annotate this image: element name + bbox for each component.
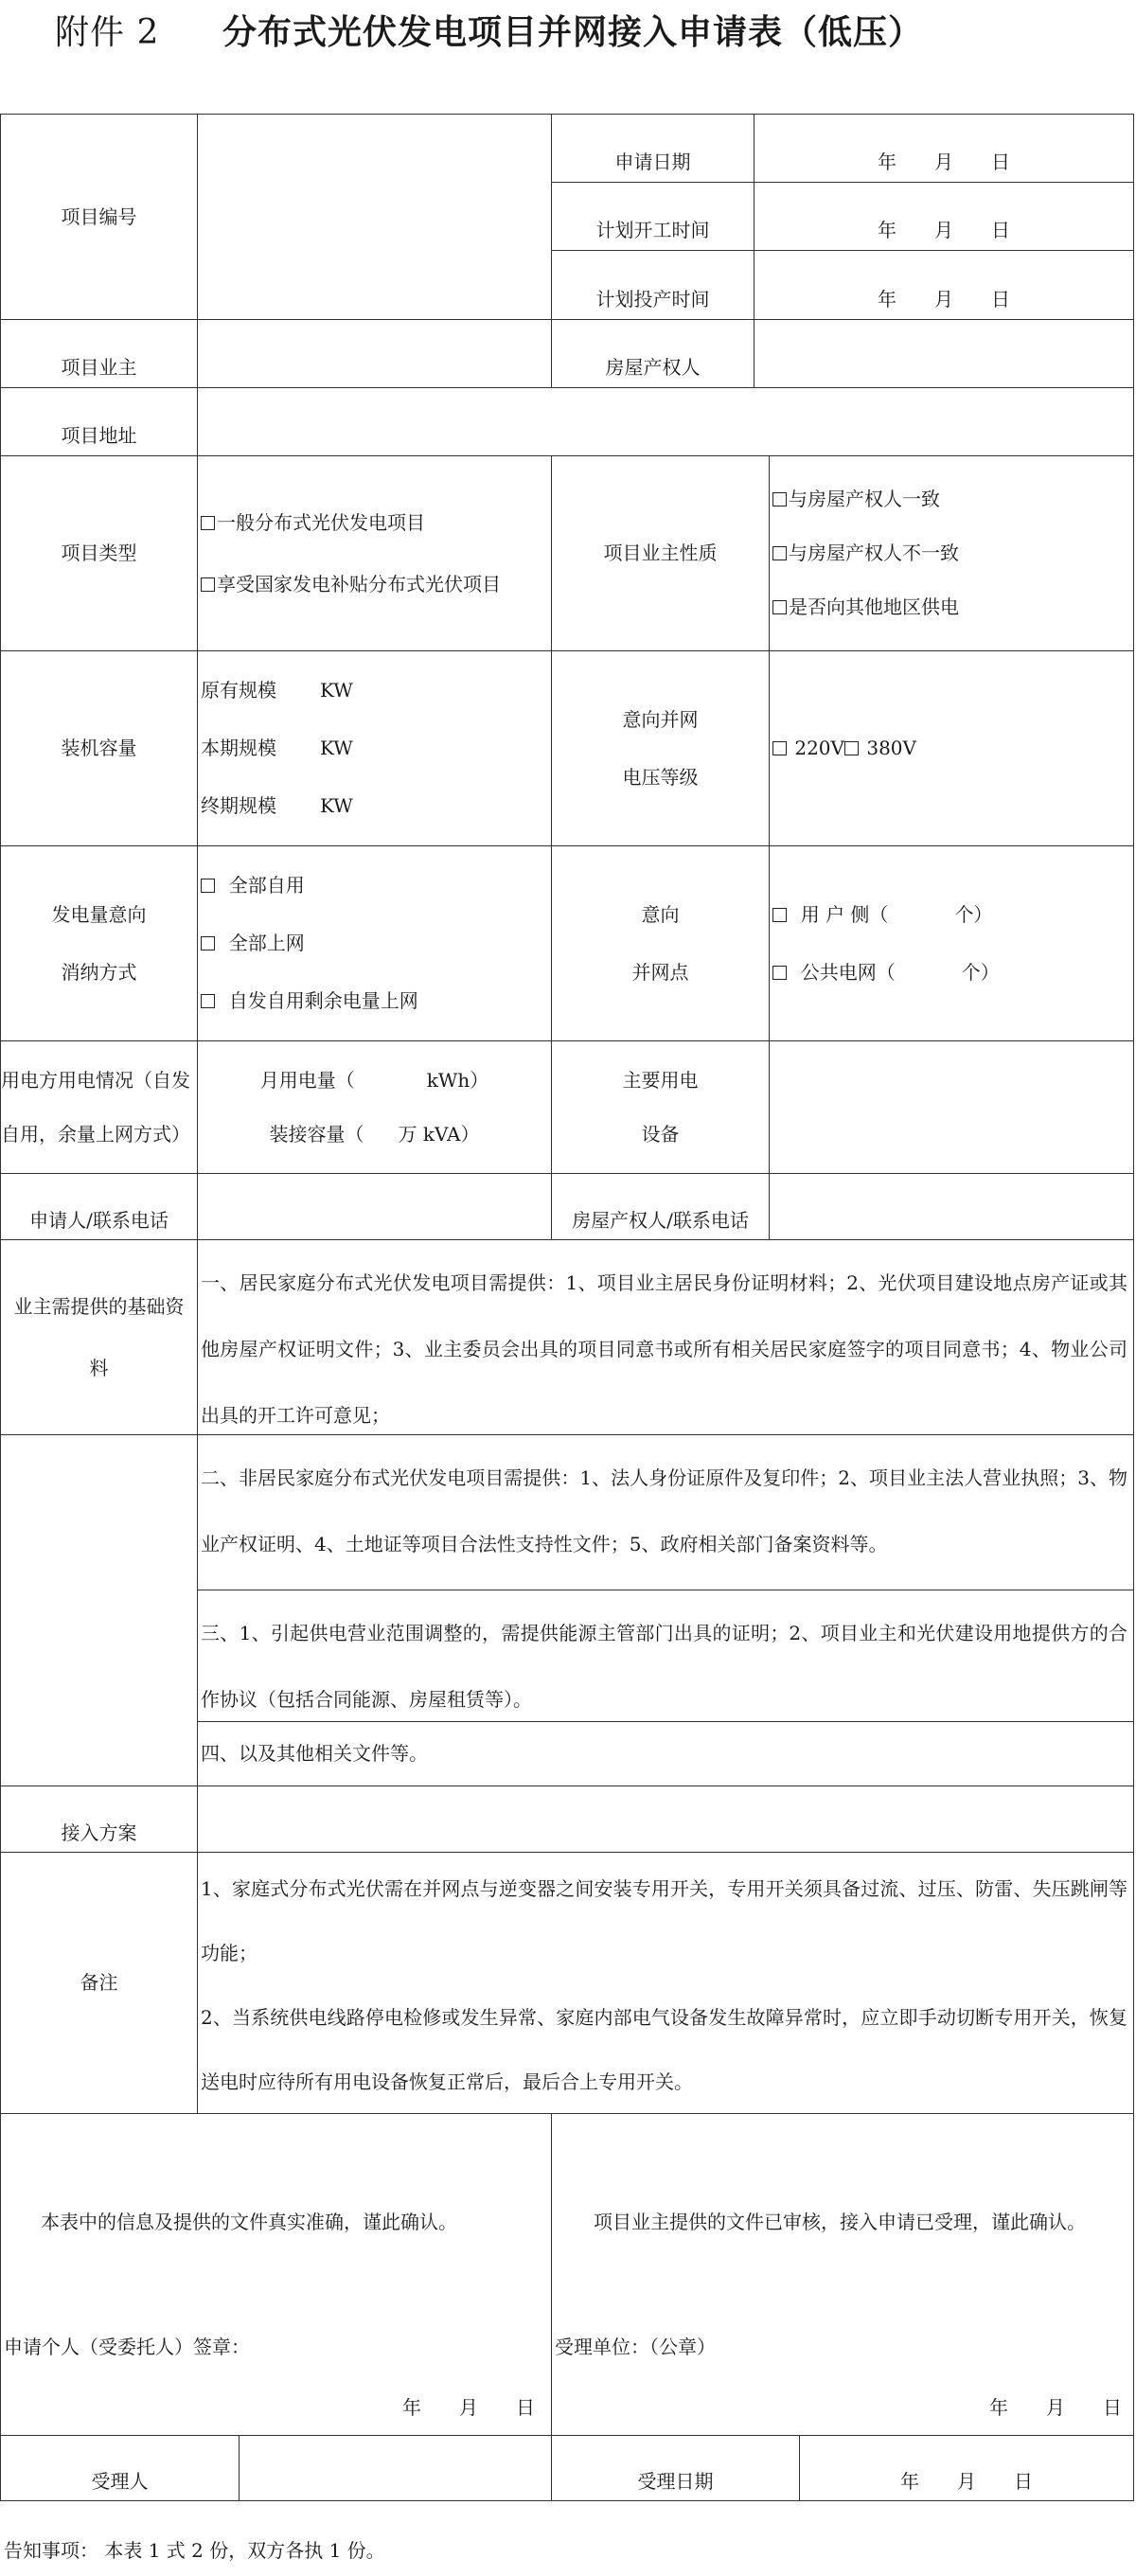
project-type-option-subsidy[interactable]: 享受国家发电补贴分布式光伏项目 <box>201 571 501 598</box>
applicant-confirm-text: 本表中的信息及提供的文件真实准确，谨此确认。 <box>41 2211 457 2233</box>
capacity-final[interactable]: 终期规模 KW <box>201 794 353 817</box>
capacity-existing[interactable]: 原有规模 KW <box>201 679 353 702</box>
label-project-no: 项目编号 <box>0 114 197 319</box>
owner-nature-option-different[interactable]: 与房屋产权人不一致 <box>772 540 959 567</box>
receiver-confirm-text: 项目业主提供的文件已审核，接入申请已受理，谨此确认。 <box>594 2211 1086 2233</box>
label-owner: 项目业主 <box>0 319 197 387</box>
field-apply-date[interactable]: 年 月 日 <box>754 114 1133 182</box>
field-applicant[interactable] <box>197 1173 551 1239</box>
voltage-option-380[interactable]: 380V <box>844 735 916 762</box>
label-usage: 用电方用电情况（自发 自用，余量上网方式） <box>0 1040 197 1173</box>
project-type-option-general[interactable]: 一般分布式光伏发电项目 <box>201 509 425 537</box>
grid-point-user-side[interactable]: 用 户 侧（ 个） <box>772 901 992 929</box>
label-consumption: 发电量意向 消纳方式 <box>0 845 197 1040</box>
capacity-items <box>197 650 551 845</box>
field-owner[interactable] <box>197 319 551 387</box>
grid-point-public[interactable]: 公共电网（ 个） <box>772 959 1000 986</box>
checkbox-icon[interactable] <box>772 546 787 560</box>
field-plan-operation[interactable]: 年 月 日 <box>754 250 1133 319</box>
label-address: 项目地址 <box>0 387 197 455</box>
checkbox-icon[interactable] <box>844 741 859 755</box>
remarks-content: 1、家庭式分布式光伏需在并网点与逆变器之间安装专用开关，专用开关须具备过流、过压、防雷、失压跳闸等功能； 2、当系统供电线路停电检修或发生异常、家庭内部电气设备发生故障异常时，应立即手动切断专用开关，恢复送电时应待所有用电设备恢复正常后，最后合上专用开关。 <box>197 1852 1133 2113</box>
field-house-owner[interactable] <box>754 319 1133 387</box>
field-plan-start[interactable]: 年 月 日 <box>754 182 1133 250</box>
footnote: 告知事项： 本表 1 式 2 份，双方各执 1 份。 <box>4 2539 385 2562</box>
owner-nature-options <box>769 455 1133 650</box>
materials-other: 四、以及其他相关文件等。 <box>197 1721 1133 1785</box>
field-access-plan[interactable] <box>197 1785 1133 1852</box>
installed-capacity[interactable]: 装接容量（ 万 kVA） <box>269 1122 480 1146</box>
label-remarks: 备注 <box>0 1852 197 2113</box>
materials-label-blank <box>0 1434 197 1785</box>
field-receive-date[interactable]: 年 月 日 <box>799 2435 1133 2500</box>
owner-nature-option-same[interactable]: 与房屋产权人一致 <box>772 486 940 513</box>
label-house-owner-phone: 房屋产权人/联系电话 <box>551 1173 769 1239</box>
label-project-type: 项目类型 <box>0 455 197 650</box>
receiver-seal[interactable]: 受理单位：（公章） <box>555 2336 716 2358</box>
table-border-right <box>1133 114 1134 2501</box>
applicant-confirmation <box>0 2113 551 2435</box>
label-main-equipment: 主要用电 设备 <box>551 1040 769 1173</box>
label-apply-date: 申请日期 <box>551 114 754 182</box>
consume-option-grid[interactable]: 全部上网 <box>201 930 305 957</box>
checkbox-icon[interactable] <box>772 492 787 506</box>
voltage-option-220[interactable]: 220V <box>772 735 844 762</box>
materials-residential: 一、居民家庭分布式光伏发电项目需提供：1、项目业主居民身份证明材料；2、光伏项目建设地点房产证或其他房屋产权证明文件；3、业主委员会出具的项目同意书或所有相关居民家庭签字的项目同意书；4、物业公司出具的开工许可意见； <box>197 1239 1133 1434</box>
field-main-equipment[interactable] <box>769 1040 1133 1173</box>
field-house-owner-phone[interactable] <box>769 1173 1133 1239</box>
checkbox-icon[interactable] <box>201 994 215 1008</box>
form-title: 分布式光伏发电项目并网接入申请表（低压） <box>222 12 924 52</box>
project-type-options <box>197 455 551 650</box>
checkbox-icon[interactable] <box>201 936 215 950</box>
checkbox-icon[interactable] <box>201 516 215 530</box>
voltage-options <box>769 650 1133 845</box>
checkbox-icon[interactable] <box>201 879 215 893</box>
annex-number: 附件 2 <box>55 13 160 52</box>
checkbox-icon[interactable] <box>772 908 787 922</box>
capacity-current[interactable]: 本期规模 KW <box>201 737 353 759</box>
checkbox-icon[interactable] <box>772 741 787 755</box>
table-border-bottom <box>0 2500 1134 2501</box>
label-voltage-level: 意向并网 电压等级 <box>551 650 769 845</box>
label-receive-date: 受理日期 <box>551 2435 799 2500</box>
label-receiver: 受理人 <box>0 2435 239 2500</box>
applicant-signature[interactable]: 申请个人（受委托人）签章： <box>4 2336 250 2358</box>
owner-nature-option-other-region[interactable]: 是否向其他地区供电 <box>772 594 959 621</box>
form-header <box>0 0 1136 114</box>
consume-option-self[interactable]: 全部自用 <box>201 872 305 899</box>
consumption-options <box>197 845 551 1040</box>
checkbox-icon[interactable] <box>772 966 787 980</box>
materials-scope-adjustment: 三、1、引起供电营业范围调整的，需提供能源主管部门出具的证明；2、项目业主和光伏建设用地提供方的合作协议（包括合同能源、房屋租赁等）。 <box>197 1590 1133 1721</box>
applicant-sign-date[interactable]: 年 月 日 <box>402 2396 535 2419</box>
grid-point-options <box>769 845 1133 1040</box>
label-capacity: 装机容量 <box>0 650 197 845</box>
consume-option-surplus[interactable]: 自发自用剩余电量上网 <box>201 987 418 1015</box>
receiver-confirmation <box>551 2113 1133 2435</box>
label-house-owner: 房屋产权人 <box>551 319 754 387</box>
label-applicant: 申请人/联系电话 <box>0 1173 197 1239</box>
label-access-plan: 接入方案 <box>0 1785 197 1852</box>
label-owner-nature: 项目业主性质 <box>551 455 769 650</box>
checkbox-icon[interactable] <box>201 577 215 592</box>
field-project-no[interactable] <box>197 114 551 319</box>
receiver-sign-date[interactable]: 年 月 日 <box>989 2396 1122 2419</box>
label-materials: 业主需提供的基础资 料 <box>0 1239 197 1434</box>
label-plan-start: 计划开工时间 <box>551 182 754 250</box>
usage-values <box>197 1040 551 1173</box>
materials-non-residential: 二、非居民家庭分布式光伏发电项目需提供：1、法人身份证原件及复印件；2、项目业主法人营业执照；3、物业产权证明、4、土地证等项目合法性支持性文件；5、政府相关部门备案资料等。 <box>197 1434 1133 1590</box>
monthly-consumption[interactable]: 月用电量（ kWh） <box>259 1068 489 1092</box>
checkbox-icon[interactable] <box>772 600 787 614</box>
label-plan-operation: 计划投产时间 <box>551 250 754 319</box>
field-receiver[interactable] <box>239 2435 551 2500</box>
field-address[interactable] <box>197 387 1133 455</box>
label-grid-point: 意向 并网点 <box>551 845 769 1040</box>
